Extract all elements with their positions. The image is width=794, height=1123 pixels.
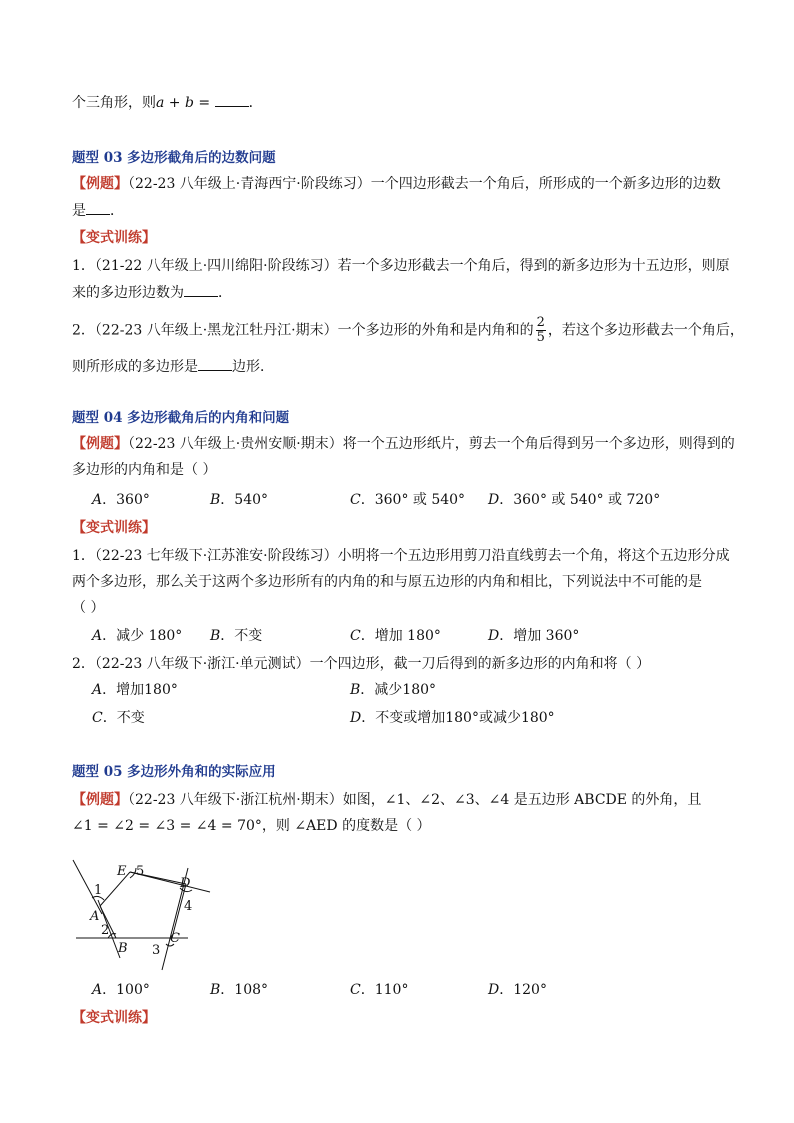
option-text: ．360° 或 540° 或 720° (499, 492, 661, 508)
option-letter: C (92, 710, 103, 726)
option-letter: B (210, 492, 221, 508)
example-03-line2 (72, 200, 124, 221)
option-b[interactable] (350, 680, 436, 700)
fraction-two-fifths (536, 316, 546, 345)
option-text: ．110° (360, 982, 409, 998)
label-a: A (90, 909, 100, 924)
label-c: C (170, 931, 180, 946)
equals-sign: = (193, 95, 215, 111)
option-letter: D (488, 492, 500, 508)
label-2: 2 (101, 923, 110, 938)
example-text: 是 (72, 203, 86, 219)
option-letter: C (350, 492, 361, 508)
q04-1-line3: （ ） (72, 600, 105, 616)
example-03-line1 (72, 174, 721, 194)
label-4: 4 (184, 899, 193, 914)
option-a[interactable] (92, 626, 182, 646)
example-text: （22-23 八年级下·浙江杭州·期末）如图，∠1、∠2、∠3、∠4 是五边形 ABCDE 的外角，且 (128, 792, 702, 808)
expression-a-plus-b: a + b (156, 95, 194, 111)
option-text: ．100° (102, 982, 150, 998)
option-letter: B (210, 628, 221, 644)
fraction-numerator: 2 (536, 315, 545, 330)
option-letter: C (350, 982, 361, 998)
option-d[interactable] (488, 490, 660, 510)
variant-tag-04: 【变式训练】 (72, 520, 156, 536)
answer-blank (184, 282, 218, 297)
option-d[interactable] (488, 626, 579, 646)
q03-2-line2 (72, 356, 274, 377)
question-text: 来的多边形边数为 (72, 285, 184, 301)
q04-2-line1: 2．（22-23 八年级下·浙江·单元测试）一个四边形，截一刀后得到的新多边形的内角和将（ ） (72, 656, 651, 672)
option-letter: D (488, 982, 500, 998)
option-letter: D (488, 628, 500, 644)
question-text: 2．（22-23 八年级上·黑龙江牡丹江·期末）一个多边形的外角和是内角和的 (72, 322, 534, 339)
option-a[interactable] (92, 980, 150, 1000)
option-text: ．减少 180° (102, 628, 183, 644)
answer-blank (198, 356, 232, 371)
option-text: ．减少180° (360, 682, 437, 698)
option-text: ．540° (220, 492, 269, 508)
option-text: ．不变或增加180°或减少180° (361, 710, 555, 726)
option-text: ．不变 (102, 710, 145, 726)
q04-1-line2: 两个多边形，那么关于这两个多边形所有的内角的和与原五边形的内角和相比，下列说法中不可能的是 (72, 574, 702, 590)
option-a[interactable] (92, 490, 150, 510)
example-tag: 【例题】 (72, 176, 128, 192)
example-04-line1 (72, 434, 735, 454)
option-c[interactable] (92, 708, 145, 728)
section-title-05: 题型 05 多边形外角和的实际应用 (72, 764, 276, 780)
question-text: ，若这个多边形截去一个角后， (547, 322, 744, 339)
example-05-line2: ∠1 = ∠2 = ∠3 = ∠4 = 70°，则 ∠AED 的度数是（ ） (72, 818, 431, 834)
option-b[interactable] (210, 490, 268, 510)
label-5: 5 (136, 864, 145, 879)
option-text: ．增加 180° (360, 628, 441, 644)
fraction-denominator: 5 (536, 330, 545, 345)
option-text: ．360° 或 540° (360, 492, 466, 508)
option-letter: B (350, 682, 361, 698)
option-text: ．120° (499, 982, 547, 998)
option-letter: A (92, 682, 103, 698)
label-d: D (180, 876, 191, 891)
question-text: 边形． (232, 359, 274, 375)
answer-blank (86, 200, 110, 215)
option-c[interactable] (350, 490, 465, 510)
variant-tag-05: 【变式训练】 (72, 1010, 156, 1026)
option-b[interactable] (210, 980, 268, 1000)
option-d[interactable] (350, 708, 555, 728)
continuation-line (72, 92, 263, 113)
option-text: ．不变 (220, 628, 263, 644)
option-c[interactable] (350, 626, 441, 646)
option-text: ．增加180° (102, 682, 178, 698)
example-tag: 【例题】 (72, 792, 128, 808)
period: ． (110, 203, 124, 219)
option-a[interactable] (92, 680, 178, 700)
pentagon-exterior-angles-figure (70, 848, 220, 974)
section-title-04: 题型 04 多边形截角后的内角和问题 (72, 410, 290, 426)
option-letter: C (350, 628, 361, 644)
option-letter: A (92, 628, 103, 644)
example-05-line1 (72, 790, 701, 810)
q03-1-line1: 1．（21-22 八年级上·四川绵阳·阶段练习）若一个多边形截去一个角后，得到的新多边形为十五边形，则原 (72, 258, 730, 274)
label-1: 1 (94, 883, 103, 898)
option-letter: A (92, 492, 103, 508)
option-text: ．增加 360° (499, 628, 580, 644)
answer-blank (215, 92, 249, 107)
q03-1-line2 (72, 282, 232, 303)
label-3: 3 (152, 943, 161, 958)
variant-tag-03: 【变式训练】 (72, 230, 156, 246)
example-tag: 【例题】 (72, 436, 128, 452)
label-b: B (118, 941, 128, 956)
option-letter: A (92, 982, 103, 998)
example-text: （22-23 八年级上·青海西宁·阶段练习）一个四边形截去一个角后，所形成的一个新多边形的边数 (128, 176, 721, 192)
option-b[interactable] (210, 626, 262, 646)
label-e: E (117, 864, 127, 879)
example-04-line2: 多边形的内角和是（ ） (72, 462, 217, 478)
period: ． (248, 95, 263, 111)
question-text: 则所形成的多边形是 (72, 359, 198, 375)
option-c[interactable] (350, 980, 408, 1000)
option-text: ．360° (102, 492, 150, 508)
q04-1-line1: 1．（22-23 七年级下·江苏淮安·阶段练习）小明将一个五边形用剪刀沿直线剪去一个角，将这个五边形分成 (72, 548, 730, 564)
option-letter: B (210, 982, 221, 998)
option-d[interactable] (488, 980, 547, 1000)
section-title-03: 题型 03 多边形截角后的边数问题 (72, 150, 276, 166)
option-text: ．108° (220, 982, 269, 998)
example-text: （22-23 八年级上·贵州安顺·期末）将一个五边形纸片，剪去一个角后得到另一个多边形，则得到的 (128, 436, 735, 452)
continuation-text: 个三角形，则 (72, 95, 156, 111)
q03-2-line1 (72, 316, 744, 345)
period: ． (218, 285, 232, 301)
option-letter: D (350, 710, 362, 726)
